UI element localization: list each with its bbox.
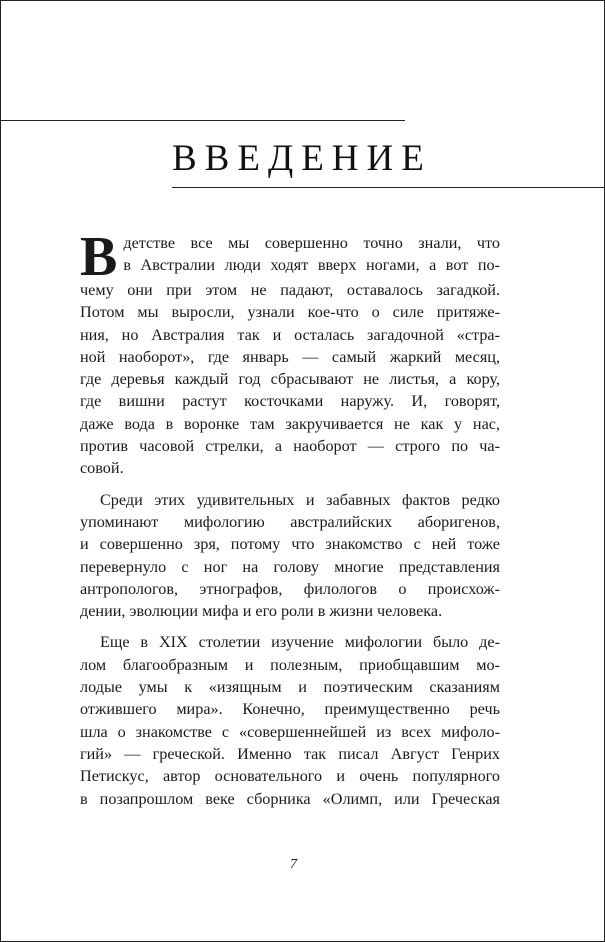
text-line: перевернуло с ног на голову многие представления (80, 557, 500, 576)
text-line: ной наоборот», где январь — самый жаркий месяц, (80, 347, 500, 366)
paragraph-1 (80, 226, 500, 480)
chapter-body (80, 226, 500, 819)
text-line: где деревья каждый год сбрасывают не листья, а кору, (80, 370, 500, 389)
text-line: упоминают мифологию австралийских аборигенов, (80, 512, 500, 531)
text-line: отжившего мира». Конечно, преимущественно речь (80, 700, 500, 719)
title-rule-bottom (172, 187, 605, 188)
text-line: шла о знакомстве с «совершеннейшей из всех мифоло- (80, 722, 500, 741)
text-line: антропологов, этнографов, филологов о происхож- (80, 579, 500, 598)
text-line: Среди этих удивительных и забавных фактов редко (100, 490, 500, 509)
title-rule-top (0, 120, 405, 121)
text-line: гий» — греческой. Именно так писал Август Генрих (80, 744, 500, 763)
text-line: в Австралии люди ходят вверх ногами, а вот по- (123, 256, 500, 275)
text-line: в позапрошлом веке сборника «Олимп, или Греческая (80, 789, 500, 808)
text-line: и совершенно зря, потому что знакомство с ней тоже (80, 535, 500, 554)
text-line: Еще в XIX столетии изучение мифологии было де- (100, 633, 500, 652)
text-line: лодые умы к «изящным и поэтическим сказаниям (80, 678, 500, 697)
text-line: Потом мы выросли, узнали кое-что о силе притяже- (80, 303, 500, 322)
page-border-left (0, 0, 1, 942)
text-line: совой. (80, 459, 124, 478)
text-line: детстве все мы совершенно точно знали, что (123, 234, 500, 252)
chapter-title: ВВЕДЕНИЕ (172, 138, 432, 179)
text-line: ния, но Австралия так и осталась загадочной «стра- (80, 325, 500, 344)
page-number: 7 (290, 857, 297, 872)
drop-cap: В (80, 226, 118, 288)
text-line: против часовой стрелки, а наоборот — строго по ча- (80, 437, 500, 456)
text-line: даже вода в воронке там закручивается не как у нас, (80, 414, 500, 433)
paragraph-3 (80, 631, 500, 809)
text-line: где вишни растут косточками наружу. И, говорят, (80, 392, 500, 411)
text-line: дении, эволюции мифа и его роли в жизни человека. (80, 602, 443, 621)
page-border-top (0, 0, 605, 1)
paragraph-2 (80, 489, 500, 623)
text-line: Петискус, автор основательного и очень популярного (80, 767, 500, 786)
text-line: чему они при этом не падают, оставалось загадкой. (80, 281, 500, 299)
text-line: лом благообразным и полезным, приобщавшим мо- (80, 655, 500, 674)
